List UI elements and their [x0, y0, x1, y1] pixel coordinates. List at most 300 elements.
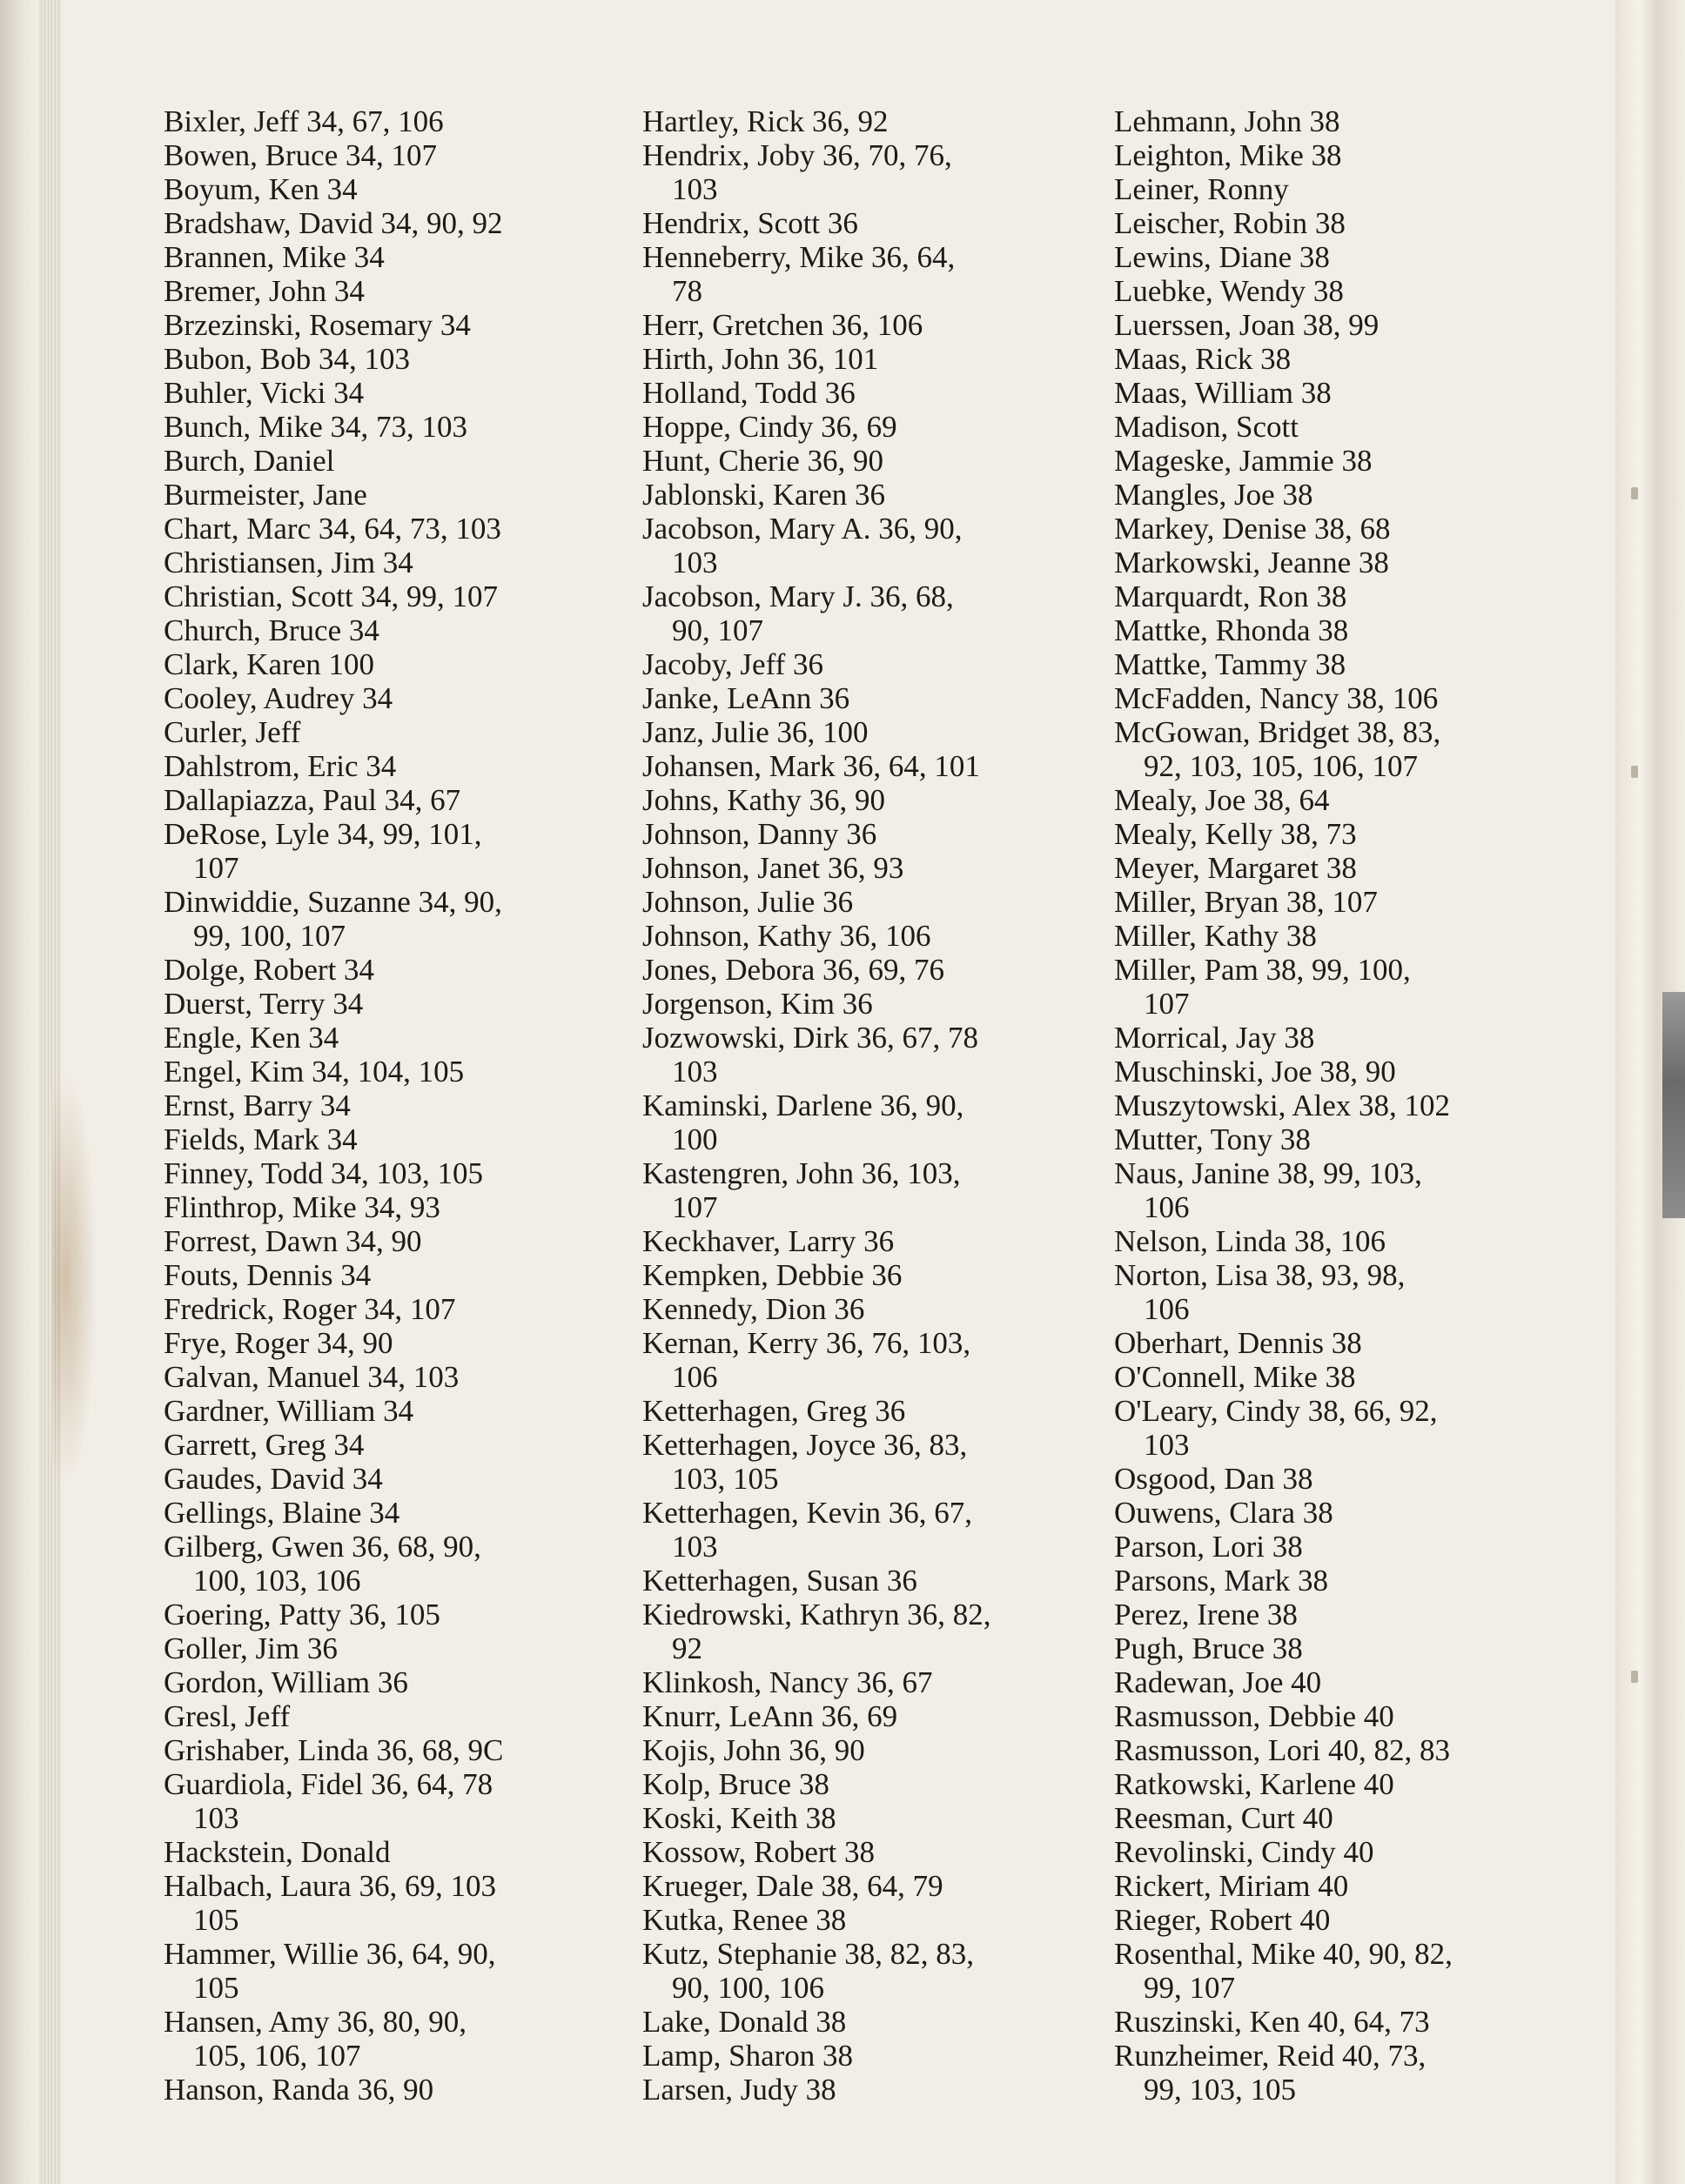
- index-entry: [1114, 1462, 1453, 1496]
- index-entry: [642, 2039, 991, 2073]
- index-entry-continuation: 78: [672, 274, 702, 308]
- index-entry-text: Keckhaver, Larry 36: [642, 1224, 895, 1258]
- index-entry-text: Klinkosh, Nancy 36, 67: [642, 1665, 933, 1699]
- index-entry-continuation: 90, 107: [672, 613, 763, 647]
- index-entry: [1114, 1530, 1453, 1564]
- index-entry: [164, 1258, 503, 1292]
- index-entry-text: Ketterhagen, Susan 36: [642, 1564, 917, 1598]
- index-entry: [164, 410, 503, 444]
- index-entry: [642, 308, 991, 342]
- index-entry-continuation: 106: [1144, 1292, 1190, 1326]
- index-entry: [642, 1733, 991, 1767]
- index-entry-text: Hendrix, Scott 36: [642, 206, 858, 240]
- index-entry: [164, 817, 503, 885]
- index-entry: [642, 410, 991, 444]
- index-entry-text: Osgood, Dan 38: [1114, 1462, 1313, 1496]
- index-entry: [1114, 817, 1453, 851]
- index-entry: [642, 919, 991, 953]
- index-entry-text: Ruszinski, Ken 40, 64, 73: [1114, 2005, 1430, 2039]
- index-entry: [164, 715, 503, 749]
- index-entry-text: Kastengren, John 36, 103,: [642, 1156, 961, 1190]
- index-entry: [642, 715, 991, 749]
- index-entry: [164, 376, 503, 410]
- index-entry: [164, 1631, 503, 1665]
- index-entry-text: Johns, Kathy 36, 90: [642, 783, 886, 817]
- index-entry-text: Mealy, Joe 38, 64: [1114, 783, 1330, 817]
- index-entry: [164, 1767, 503, 1835]
- index-entry: [642, 1156, 991, 1224]
- index-entry: [164, 1021, 503, 1055]
- index-entry: [164, 953, 503, 987]
- index-entry-text: Ketterhagen, Kevin 36, 67,: [642, 1496, 973, 1530]
- index-entry: [1114, 851, 1453, 885]
- index-entry: [1114, 206, 1453, 240]
- index-entry: [642, 444, 991, 478]
- index-entry-text: Rosenthal, Mike 40, 90, 82,: [1114, 1937, 1453, 1971]
- index-entry: [1114, 919, 1453, 953]
- index-entry-continuation: 105: [193, 1971, 239, 2005]
- index-entry: [164, 1326, 503, 1360]
- index-entry-text: Boyum, Ken 34: [164, 172, 358, 206]
- index-entry-text: Brzezinski, Rosemary 34: [164, 308, 471, 342]
- index-entry-continuation: 106: [1144, 1190, 1190, 1224]
- index-entry: [164, 1937, 503, 2005]
- index-entry: [164, 1428, 503, 1462]
- index-entry-text: Garrett, Greg 34: [164, 1428, 365, 1462]
- index-entry-text: Oberhart, Dennis 38: [1114, 1326, 1362, 1360]
- index-entry-text: Lake, Donald 38: [642, 2005, 847, 2039]
- index-entry: [1114, 138, 1453, 172]
- index-entry: [164, 546, 503, 579]
- index-entry-text: Muschinski, Joe 38, 90: [1114, 1055, 1396, 1089]
- index-entry-text: Gellings, Blaine 34: [164, 1496, 400, 1530]
- index-entry-continuation: 92, 103, 105, 106, 107: [1144, 749, 1418, 783]
- index-entry: [164, 104, 503, 138]
- index-entry: [642, 953, 991, 987]
- index-entry: [1114, 308, 1453, 342]
- index-entry-text: Janz, Julie 36, 100: [642, 715, 869, 749]
- index-entry: [164, 1462, 503, 1496]
- index-entry-text: Gresl, Jeff: [164, 1699, 291, 1733]
- index-entry: [1114, 1055, 1453, 1089]
- index-entry-text: O'Leary, Cindy 38, 66, 92,: [1114, 1394, 1438, 1428]
- index-entry-text: Luebke, Wendy 38: [1114, 274, 1344, 308]
- index-entry-text: Pugh, Bruce 38: [1114, 1631, 1303, 1665]
- index-entry-text: Mattke, Rhonda 38: [1114, 613, 1349, 647]
- index-entry-text: Kolp, Bruce 38: [642, 1767, 829, 1801]
- index-entry-text: Mealy, Kelly 38, 73: [1114, 817, 1357, 851]
- index-entry-text: Leiner, Ronny: [1114, 172, 1289, 206]
- index-entry: [1114, 1937, 1453, 2005]
- index-entry: [642, 1869, 991, 1903]
- index-entry: [164, 1530, 503, 1598]
- index-entry-text: Jacobson, Mary A. 36, 90,: [642, 512, 963, 546]
- index-entry-text: Fields, Mark 34: [164, 1122, 358, 1156]
- index-entry-text: Madison, Scott: [1114, 410, 1299, 444]
- index-entry: [164, 1598, 503, 1631]
- index-entry: [1114, 1869, 1453, 1903]
- index-entry: [642, 138, 991, 206]
- index-entry-continuation: 103: [672, 1530, 718, 1564]
- index-entry-text: O'Connell, Mike 38: [1114, 1360, 1356, 1394]
- index-entry-continuation: 103, 105: [672, 1462, 779, 1496]
- index-entry: [1114, 1258, 1453, 1326]
- index-entry: [164, 1665, 503, 1699]
- index-entry: [1114, 647, 1453, 681]
- index-entry-text: Kiedrowski, Kathryn 36, 82,: [642, 1598, 991, 1631]
- index-entry: [642, 1428, 991, 1496]
- index-entry: [642, 1564, 991, 1598]
- index-entry: [164, 1360, 503, 1394]
- index-entry: [642, 512, 991, 579]
- index-entry-text: Hunt, Cherie 36, 90: [642, 444, 884, 478]
- index-entry-text: Janke, LeAnn 36: [642, 681, 850, 715]
- index-entry: [1114, 1496, 1453, 1530]
- index-entry: [164, 274, 503, 308]
- index-entry: [164, 1835, 503, 1869]
- index-entry: [642, 987, 991, 1021]
- index-entry: [164, 579, 503, 613]
- index-entry-text: Koski, Keith 38: [642, 1801, 836, 1835]
- index-entry: [1114, 512, 1453, 546]
- index-entry: [642, 851, 991, 885]
- index-entry: [164, 613, 503, 647]
- index-entry: [642, 1937, 991, 2005]
- index-entry: [164, 444, 503, 478]
- index-entry-continuation: 99, 107: [1144, 1971, 1235, 2005]
- index-entry: [1114, 376, 1453, 410]
- index-entry-text: Johnson, Julie 36: [642, 885, 854, 919]
- index-entry-continuation: 103: [1144, 1428, 1190, 1462]
- index-entry: [164, 240, 503, 274]
- index-entry: [164, 172, 503, 206]
- index-entry-text: Ernst, Barry 34: [164, 1089, 351, 1122]
- index-entry: [642, 647, 991, 681]
- index-entry: [1114, 1598, 1453, 1631]
- index-entry: [1114, 1733, 1453, 1767]
- index-entry: [1114, 1699, 1453, 1733]
- index-entry-text: Mangles, Joe 38: [1114, 478, 1313, 512]
- index-entry-text: Christiansen, Jim 34: [164, 546, 413, 579]
- index-entry: [642, 478, 991, 512]
- index-entry-text: Dallapiazza, Paul 34, 67: [164, 783, 461, 817]
- index-entry: [164, 342, 503, 376]
- index-entry-text: Bowen, Bruce 34, 107: [164, 138, 437, 172]
- index-entry-text: Herr, Gretchen 36, 106: [642, 308, 923, 342]
- index-entry: [1114, 1903, 1453, 1937]
- index-entry-text: Fredrick, Roger 34, 107: [164, 1292, 456, 1326]
- index-entry-continuation: 100: [672, 1122, 718, 1156]
- index-entry: [164, 647, 503, 681]
- index-entry: [164, 2005, 503, 2073]
- index-entry-text: Fouts, Dennis 34: [164, 1258, 372, 1292]
- index-entry: [1114, 444, 1453, 478]
- index-entry-text: Hackstein, Donald: [164, 1835, 391, 1869]
- index-entry-continuation: 103: [672, 1055, 718, 1089]
- index-entry: [642, 1496, 991, 1564]
- index-entry-text: Hoppe, Cindy 36, 69: [642, 410, 897, 444]
- index-entry: [1114, 1224, 1453, 1258]
- index-entry-text: Meyer, Margaret 38: [1114, 851, 1357, 885]
- index-entry: [1114, 1767, 1453, 1801]
- index-entry-text: Hansen, Amy 36, 80, 90,: [164, 2005, 467, 2039]
- index-entry-text: DeRose, Lyle 34, 99, 101,: [164, 817, 482, 851]
- index-entry: [642, 2073, 991, 2107]
- index-entry: [1114, 1360, 1453, 1394]
- index-entry-text: Dolge, Robert 34: [164, 953, 375, 987]
- index-entry-text: Henneberry, Mike 36, 64,: [642, 240, 956, 274]
- index-entry: [1114, 1156, 1453, 1224]
- index-entry-text: Rasmusson, Debbie 40: [1114, 1699, 1394, 1733]
- index-entry: [164, 1869, 503, 1937]
- index-entry-text: Parson, Lori 38: [1114, 1530, 1303, 1564]
- index-entry-text: Kossow, Robert 38: [642, 1835, 876, 1869]
- index-entry: [164, 1699, 503, 1733]
- index-entry-text: Guardiola, Fidel 36, 64, 78: [164, 1767, 493, 1801]
- index-entry-continuation: 90, 100, 106: [672, 1971, 824, 2005]
- index-entry-text: Bubon, Bob 34, 103: [164, 342, 410, 376]
- index-entry-text: Gilberg, Gwen 36, 68, 90,: [164, 1530, 481, 1564]
- index-entry-continuation: 103: [672, 172, 718, 206]
- index-entry: [1114, 681, 1453, 715]
- index-entry-text: Miller, Kathy 38: [1114, 919, 1317, 953]
- index-entry: [642, 1665, 991, 1699]
- index-entry-text: Frye, Roger 34, 90: [164, 1326, 393, 1360]
- index-entry: [642, 1021, 991, 1089]
- index-entry-text: Parsons, Mark 38: [1114, 1564, 1328, 1598]
- index-entry-text: Knurr, LeAnn 36, 69: [642, 1699, 898, 1733]
- index-entry: [1114, 2039, 1453, 2107]
- index-entry: [642, 1903, 991, 1937]
- index-entry: [642, 104, 991, 138]
- index-column-2: [642, 104, 991, 2107]
- index-entry-text: Maas, Rick 38: [1114, 342, 1292, 376]
- index-entry: [642, 1394, 991, 1428]
- index-entry: [642, 1326, 991, 1394]
- index-entry: [642, 240, 991, 308]
- index-entry: [164, 749, 503, 783]
- index-entry-text: Flinthrop, Mike 34, 93: [164, 1190, 440, 1224]
- index-entry: [164, 2073, 503, 2107]
- index-entry-continuation: 99, 100, 107: [193, 919, 346, 953]
- index-entry-text: Markowski, Jeanne 38: [1114, 546, 1389, 579]
- index-entry: [164, 1190, 503, 1224]
- index-entry-continuation: 105, 106, 107: [193, 2039, 361, 2073]
- index-entry: [642, 1767, 991, 1801]
- index-entry: [164, 206, 503, 240]
- index-entry: [1114, 478, 1453, 512]
- index-entry: [1114, 1631, 1453, 1665]
- index-entry: [642, 342, 991, 376]
- paper-stain: [52, 1070, 97, 1488]
- index-entry: [1114, 613, 1453, 647]
- index-entry-text: Kennedy, Dion 36: [642, 1292, 865, 1326]
- index-entry: [1114, 240, 1453, 274]
- index-entry-text: Christian, Scott 34, 99, 107: [164, 579, 499, 613]
- index-entry-text: Brannen, Mike 34: [164, 240, 385, 274]
- index-entry-text: Johnson, Janet 36, 93: [642, 851, 904, 885]
- index-entry: [1114, 579, 1453, 613]
- index-entry-text: Miller, Bryan 38, 107: [1114, 885, 1378, 919]
- index-entry-text: Morrical, Jay 38: [1114, 1021, 1315, 1055]
- index-entry-text: Ketterhagen, Greg 36: [642, 1394, 906, 1428]
- index-entry-text: Engle, Ken 34: [164, 1021, 339, 1055]
- index-entry-text: Leighton, Mike 38: [1114, 138, 1342, 172]
- index-entry-text: Clark, Karen 100: [164, 647, 375, 681]
- index-entry-text: Holland, Todd 36: [642, 376, 856, 410]
- index-entry-text: Johnson, Kathy 36, 106: [642, 919, 931, 953]
- index-entry-continuation: 106: [672, 1360, 718, 1394]
- index-entry: [642, 817, 991, 851]
- index-entry: [1114, 715, 1453, 783]
- index-entry: [1114, 885, 1453, 919]
- index-entry-text: Rasmusson, Lori 40, 82, 83: [1114, 1733, 1450, 1767]
- index-entry-continuation: 100, 103, 106: [193, 1564, 361, 1598]
- index-entry-text: Cooley, Audrey 34: [164, 681, 393, 715]
- index-entry-text: Kojis, John 36, 90: [642, 1733, 865, 1767]
- index-entry: [1114, 1835, 1453, 1869]
- index-entry-text: Jablonski, Karen 36: [642, 478, 885, 512]
- index-entry-text: Reesman, Curt 40: [1114, 1801, 1333, 1835]
- index-column-3: [1114, 104, 1453, 2107]
- index-entry-text: Duerst, Terry 34: [164, 987, 364, 1021]
- index-entry-text: Chart, Marc 34, 64, 73, 103: [164, 512, 501, 546]
- index-entry-text: Leischer, Robin 38: [1114, 206, 1346, 240]
- binding-staple: [1631, 766, 1638, 778]
- index-entry: [642, 1089, 991, 1156]
- index-entry-text: Mageske, Jammie 38: [1114, 444, 1373, 478]
- index-entry-continuation: 99, 103, 105: [1144, 2073, 1296, 2107]
- index-entry-text: Dahlstrom, Eric 34: [164, 749, 397, 783]
- index-entry-text: Miller, Pam 38, 99, 100,: [1114, 953, 1411, 987]
- index-entry-text: Ratkowski, Karlene 40: [1114, 1767, 1394, 1801]
- index-entry-text: Kempken, Debbie 36: [642, 1258, 903, 1292]
- index-entry-text: Runzheimer, Reid 40, 73,: [1114, 2039, 1427, 2073]
- index-entry-text: Hammer, Willie 36, 64, 90,: [164, 1937, 496, 1971]
- index-entry-text: Burch, Daniel: [164, 444, 335, 478]
- index-entry: [1114, 104, 1453, 138]
- index-entry-text: Marquardt, Ron 38: [1114, 579, 1347, 613]
- index-entry-text: Jacoby, Jeff 36: [642, 647, 824, 681]
- index-entry: [1114, 1122, 1453, 1156]
- index-entry-text: Goller, Jim 36: [164, 1631, 338, 1665]
- index-entry: [642, 1835, 991, 1869]
- index-entry: [164, 681, 503, 715]
- index-entry-text: Radewan, Joe 40: [1114, 1665, 1322, 1699]
- index-entry: [164, 1496, 503, 1530]
- index-entry: [642, 376, 991, 410]
- index-entry: [642, 681, 991, 715]
- index-entry-text: Naus, Janine 38, 99, 103,: [1114, 1156, 1422, 1190]
- index-entry-text: Bixler, Jeff 34, 67, 106: [164, 104, 444, 138]
- index-entry-text: McFadden, Nancy 38, 106: [1114, 681, 1439, 715]
- index-entry-text: Galvan, Manuel 34, 103: [164, 1360, 460, 1394]
- index-entry: [642, 1699, 991, 1733]
- index-entry: [164, 1733, 503, 1767]
- index-entry-text: Burmeister, Jane: [164, 478, 367, 512]
- index-entry-text: Ketterhagen, Joyce 36, 83,: [642, 1428, 968, 1462]
- index-entry-text: Hirth, John 36, 101: [642, 342, 879, 376]
- index-entry: [642, 206, 991, 240]
- index-entry-text: Kaminski, Darlene 36, 90,: [642, 1089, 964, 1122]
- index-entry-text: Kernan, Kerry 36, 76, 103,: [642, 1326, 971, 1360]
- index-entry: [164, 885, 503, 953]
- index-entry: [1114, 1801, 1453, 1835]
- index-entry-text: Krueger, Dale 38, 64, 79: [642, 1869, 943, 1903]
- index-entry: [164, 478, 503, 512]
- index-entry-text: Hartley, Rick 36, 92: [642, 104, 889, 138]
- index-entry-text: Finney, Todd 34, 103, 105: [164, 1156, 484, 1190]
- index-entry-text: Norton, Lisa 38, 93, 98,: [1114, 1258, 1406, 1292]
- index-entry: [642, 783, 991, 817]
- index-entry-text: Bunch, Mike 34, 73, 103: [164, 410, 468, 444]
- index-entry-text: Gordon, William 36: [164, 1665, 408, 1699]
- index-entry-text: Muszytowski, Alex 38, 102: [1114, 1089, 1450, 1122]
- index-entry: [1114, 342, 1453, 376]
- index-entry: [164, 783, 503, 817]
- index-entry: [1114, 1564, 1453, 1598]
- binding-staple: [1631, 487, 1638, 499]
- index-entry: [164, 1394, 503, 1428]
- index-entry-text: Hendrix, Joby 36, 70, 76,: [642, 138, 952, 172]
- index-entry-text: Hanson, Randa 36, 90: [164, 2073, 434, 2107]
- index-entry: [164, 308, 503, 342]
- index-entry-text: Markey, Denise 38, 68: [1114, 512, 1391, 546]
- index-entry-text: Kutka, Renee 38: [642, 1903, 847, 1937]
- index-entry: [1114, 410, 1453, 444]
- index-entry-text: Jorgenson, Kim 36: [642, 987, 873, 1021]
- index-entry: [164, 1156, 503, 1190]
- index-entry: [642, 749, 991, 783]
- index-entry-text: McGowan, Bridget 38, 83,: [1114, 715, 1441, 749]
- index-entry-text: Halbach, Laura 36, 69, 103: [164, 1869, 496, 1903]
- index-entry-text: Maas, William 38: [1114, 376, 1332, 410]
- index-entry: [164, 1122, 503, 1156]
- binding-staple: [1631, 1671, 1638, 1683]
- index-entry-text: Revolinski, Cindy 40: [1114, 1835, 1374, 1869]
- index-entry: [1114, 1089, 1453, 1122]
- index-entry: [642, 885, 991, 919]
- index-entry: [1114, 2005, 1453, 2039]
- index-entry: [642, 2005, 991, 2039]
- index-entry: [164, 987, 503, 1021]
- index-entry: [1114, 1394, 1453, 1462]
- index-entry-text: Jacobson, Mary J. 36, 68,: [642, 579, 954, 613]
- index-entry-text: Ouwens, Clara 38: [1114, 1496, 1333, 1530]
- index-entry-text: Goering, Patty 36, 105: [164, 1598, 440, 1631]
- index-entry: [164, 138, 503, 172]
- index-entry: [642, 1224, 991, 1258]
- index-entry: [1114, 1021, 1453, 1055]
- index-entry: [642, 1292, 991, 1326]
- index-entry: [164, 512, 503, 546]
- index-entry-text: Kutz, Stephanie 38, 82, 83,: [642, 1937, 975, 1971]
- index-entry-text: Lewins, Diane 38: [1114, 240, 1330, 274]
- index-entry-text: Perez, Irene 38: [1114, 1598, 1298, 1631]
- index-entry-continuation: 105: [193, 1903, 239, 1937]
- index-entry-text: Mutter, Tony 38: [1114, 1122, 1311, 1156]
- index-entry-text: Nelson, Linda 38, 106: [1114, 1224, 1386, 1258]
- index-entry: [642, 579, 991, 647]
- index-entry-text: Lehmann, John 38: [1114, 104, 1340, 138]
- index-column-1: [164, 104, 503, 2107]
- index-entry-text: Grishaber, Linda 36, 68, 9C: [164, 1733, 504, 1767]
- index-entry-text: Jones, Debora 36, 69, 76: [642, 953, 945, 987]
- index-entry: [1114, 953, 1453, 1021]
- index-entry-text: Lamp, Sharon 38: [642, 2039, 854, 2073]
- index-entry: [1114, 1665, 1453, 1699]
- index-entry-text: Larsen, Judy 38: [642, 2073, 836, 2107]
